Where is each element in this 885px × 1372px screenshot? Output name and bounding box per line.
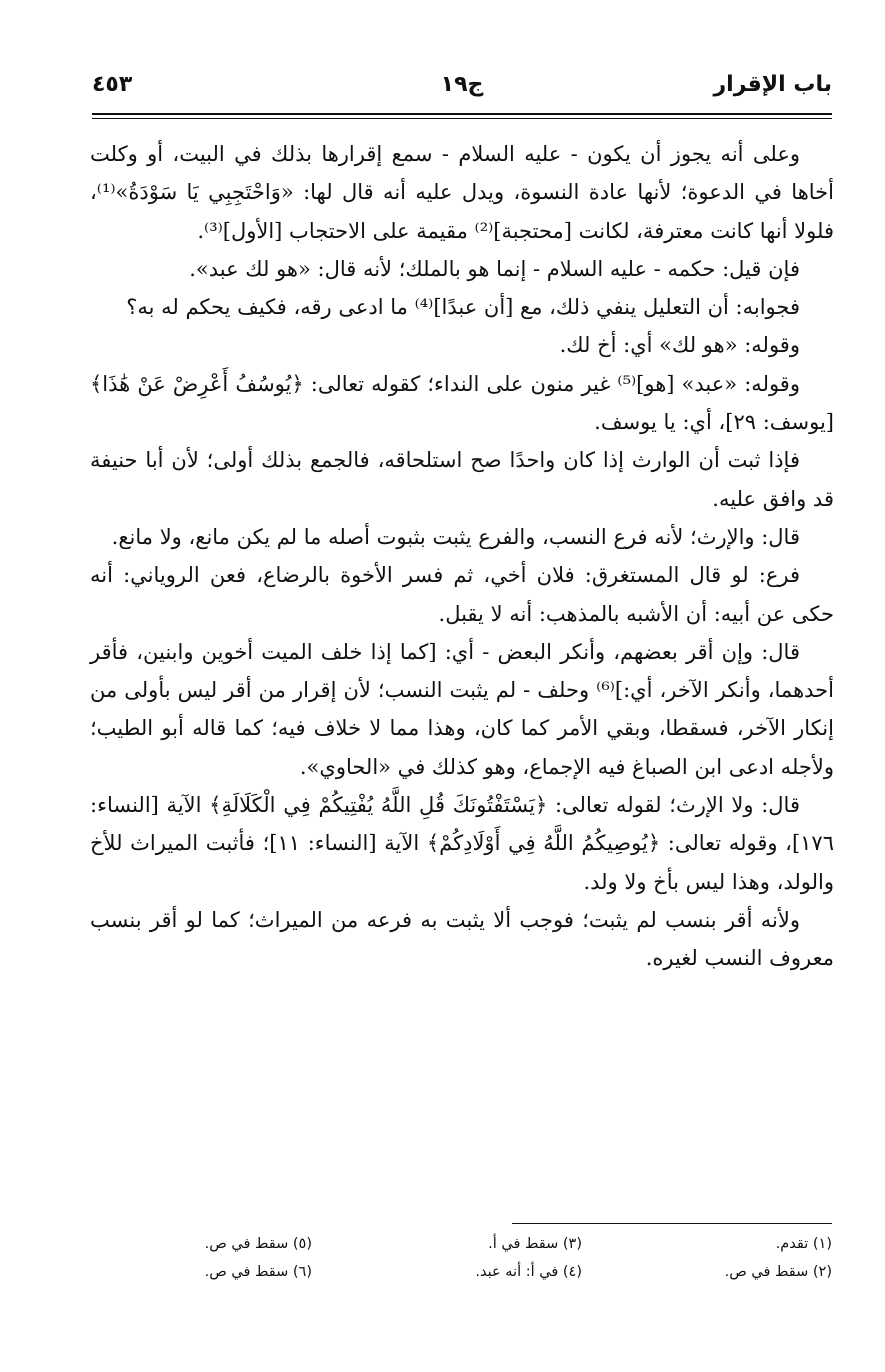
footnotes bbox=[92, 1236, 832, 1306]
footnote-1: (١) تقدم. bbox=[775, 1236, 832, 1252]
paragraph: قال: وإن أقر بعضهم، وأنكر البعض - أي: [كما إذا خلف الميت أخوين وابنين، فأقر أحدهما، وأنكر الآخر، أي:]⁽⁶⁾ وحلف - لم يثبت النسب؛ لأن إقرار من أقر ليس بأولى من إنكار الآخر، فسقطا، وبقي الأمر كما كان، وهذا مما لا خلاف فيه؛ كما قاله أبو الطيب؛ ولأجله ادعى ابن الصباغ فيه الإجماع، وهو كذلك في «الحاوي». bbox=[90, 639, 834, 779]
paragraph: ولأنه أقر بنسب لم يثبت؛ فوجب ألا يثبت به فرعه من الميراث؛ كما لو أقر بنسب معروف النسب لغيره. bbox=[90, 907, 834, 971]
body-text bbox=[90, 135, 834, 978]
header-rule-thin bbox=[92, 118, 832, 119]
footnote-5: (٥) سقط في ص. bbox=[204, 1236, 312, 1252]
paragraph: وقوله: «عبد» [هو]⁽⁵⁾ غير منون على النداء؛ كقوله تعالى: ﴿يُوسُفُ أَعْرِضْ عَنْ هَٰذَا﴾ [يوسف: ٢٩]، أي: يا يوسف. bbox=[90, 371, 834, 435]
header-rule bbox=[92, 113, 832, 115]
chapter-title: باب الإقرار bbox=[713, 72, 832, 97]
volume-number: ج١٩ bbox=[440, 72, 484, 97]
paragraph: وعلى أنه يجوز أن يكون - عليه السلام - سمع إقرارها بذلك في البيت، أو وكلت أخاها في الدعوة؛ لأنها عادة النسوة، ويدل عليه أنه قال لها: «وَاحْتَجِبِي يَا سَوْدَةُ»⁽¹⁾، فلولا أنها كانت معترفة، لكانت [محتجبة]⁽²⁾ مقيمة على الاحتجاب [الأول]⁽³⁾. bbox=[90, 142, 834, 243]
footnote-3: (٣) سقط في أ. bbox=[488, 1236, 582, 1252]
paragraph: وقوله: «هو لك» أي: أخ لك. bbox=[559, 333, 800, 358]
paragraph: فرع: لو قال المستغرق: فلان أخي، ثم فسر الأخوة بالرضاع، فعن الروياني: أنه حكى عن أبيه: أن الأشبه بالمذهب: أنه لا يقبل. bbox=[90, 563, 834, 626]
running-header bbox=[92, 72, 832, 106]
paragraph: فجوابه: أن التعليل ينفي ذلك، مع [أن عبدًا]⁽⁴⁾ ما ادعى رقه، فكيف يحكم له به؟ bbox=[126, 295, 800, 320]
page-number: ٤٥٣ bbox=[92, 72, 133, 97]
paragraph: قال: ولا الإرث؛ لقوله تعالى: ﴿يَسْتَفْتُونَكَ قُلِ اللَّهُ يُفْتِيكُمْ فِي الْكَلَالَةِ﴾ الآية [النساء: ١٧٦]، وقوله تعالى: ﴿يُوصِيكُمُ اللَّهُ فِي أَوْلَادِكُمْ﴾ الآية [النساء: ١١]؛ فأثبت الميراث للأخ والولد، وهذا ليس بأخ ولا ولد. bbox=[90, 793, 834, 894]
paragraph: قال: والإرث؛ لأنه فرع النسب، والفرع يثبت بثبوت أصله ما لم يكن مانع، ولا مانع. bbox=[111, 524, 800, 549]
paragraph: فإذا ثبت أن الوارث إذا كان واحدًا صح استلحاقه، فالجمع بذلك أولى؛ لأن أبا حنيفة قد وافق عليه. bbox=[90, 448, 834, 511]
footnote-6: (٦) سقط في ص. bbox=[204, 1264, 312, 1280]
footnote-4: (٤) في أ: أنه عبد. bbox=[475, 1264, 582, 1280]
paragraph: فإن قيل: حكمه - عليه السلام - إنما هو بالملك؛ لأنه قال: «هو لك عبد». bbox=[189, 256, 800, 281]
footnote-rule bbox=[512, 1223, 832, 1224]
footnote-2: (٢) سقط في ص. bbox=[724, 1264, 832, 1280]
